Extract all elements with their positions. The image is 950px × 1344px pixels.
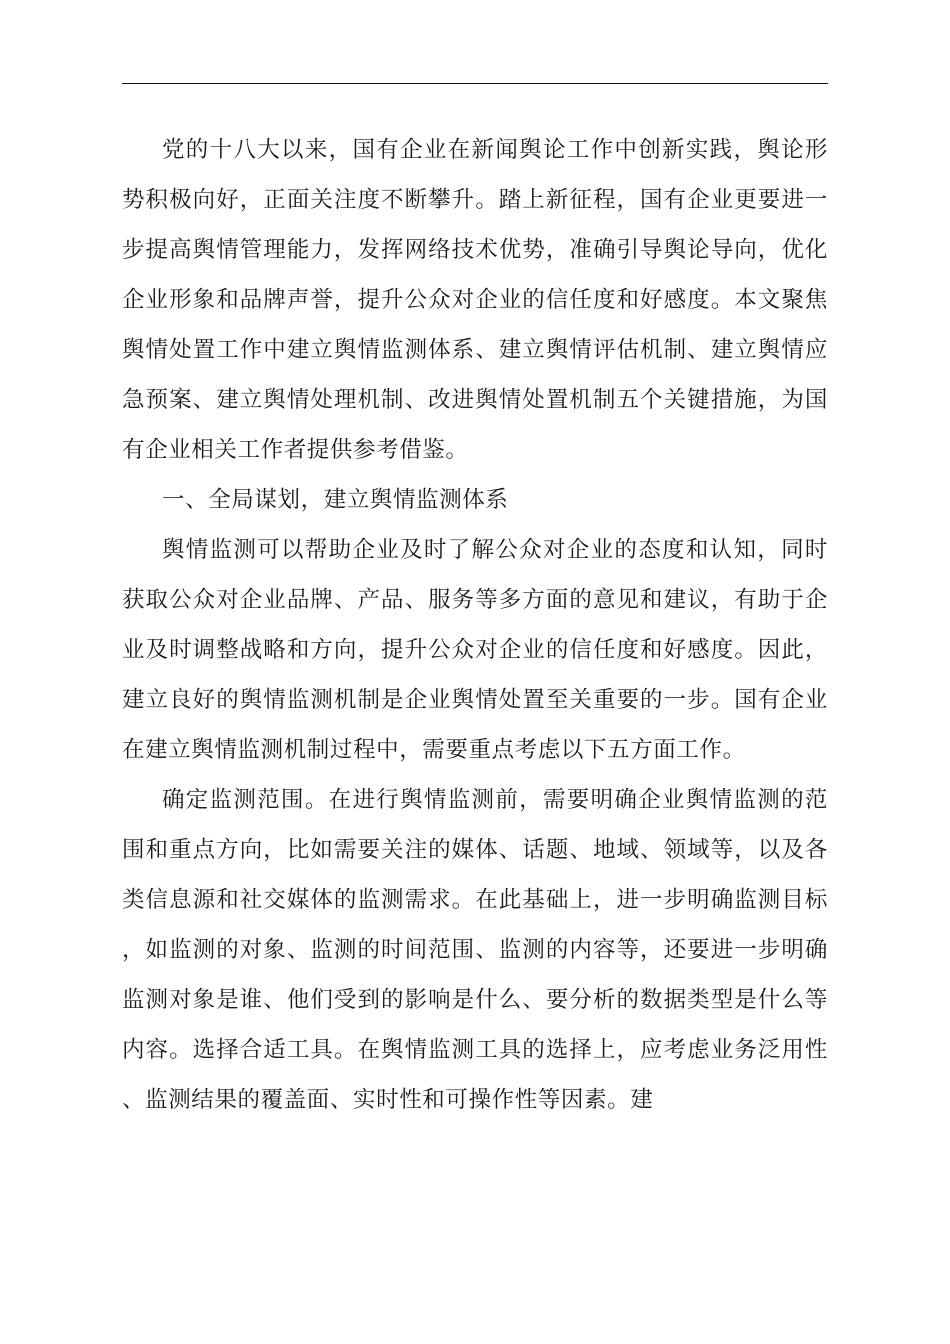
body-paragraph: 舆情监测可以帮助企业及时了解公众对企业的态度和认知，同时获取公众对企业品牌、产品、服务等多方面的意见和建议，有助于企业及时调整战略和方向，提升公众对企业的信任度和好感度。因此，建立良好的舆情监测机制是企业舆情处置至关重要的一步。国有企业在建立舆情监测机制过程中，需要重点考虑以下五方面工作。	[122, 537, 828, 763]
section-heading: 一、全局谋划，建立舆情监测体系	[162, 487, 509, 513]
intro-paragraph: 党的十八大以来，国有企业在新闻舆论工作中创新实践，舆论形势积极向好，正面关注度不断攀升。踏上新征程，国有企业更要进一步提高舆情管理能力，发挥网络技术优势，准确引导舆论导向，优化企业形象和品牌声誉，提升公众对企业的信任度和好感度。本文聚焦舆情处置工作中建立舆情监测体系、建立舆情评估机制、建立舆情应急预案、建立舆情处理机制、改进舆情处置机制五个关键措施，为国有企业相关工作者提供参考借鉴。	[122, 137, 828, 463]
body-text	[122, 125, 828, 1125]
header-rule	[122, 83, 828, 84]
body-paragraph: 确定监测范围。在进行舆情监测前，需要明确企业舆情监测的范围和重点方向，比如需要关注的媒体、话题、地域、领域等，以及各类信息源和社交媒体的监测需求。在此基础上，进一步明确监测目标，如监测的对象、监测的时间范围、监测的内容等，还要进一步明确监测对象是谁、他们受到的影响是什么、要分析的数据类型是什么等内容。选择合适工具。在舆情监测工具的选择上，应考虑业务泛用性、监测结果的覆盖面、实时性和可操作性等因素。建	[122, 787, 828, 1113]
